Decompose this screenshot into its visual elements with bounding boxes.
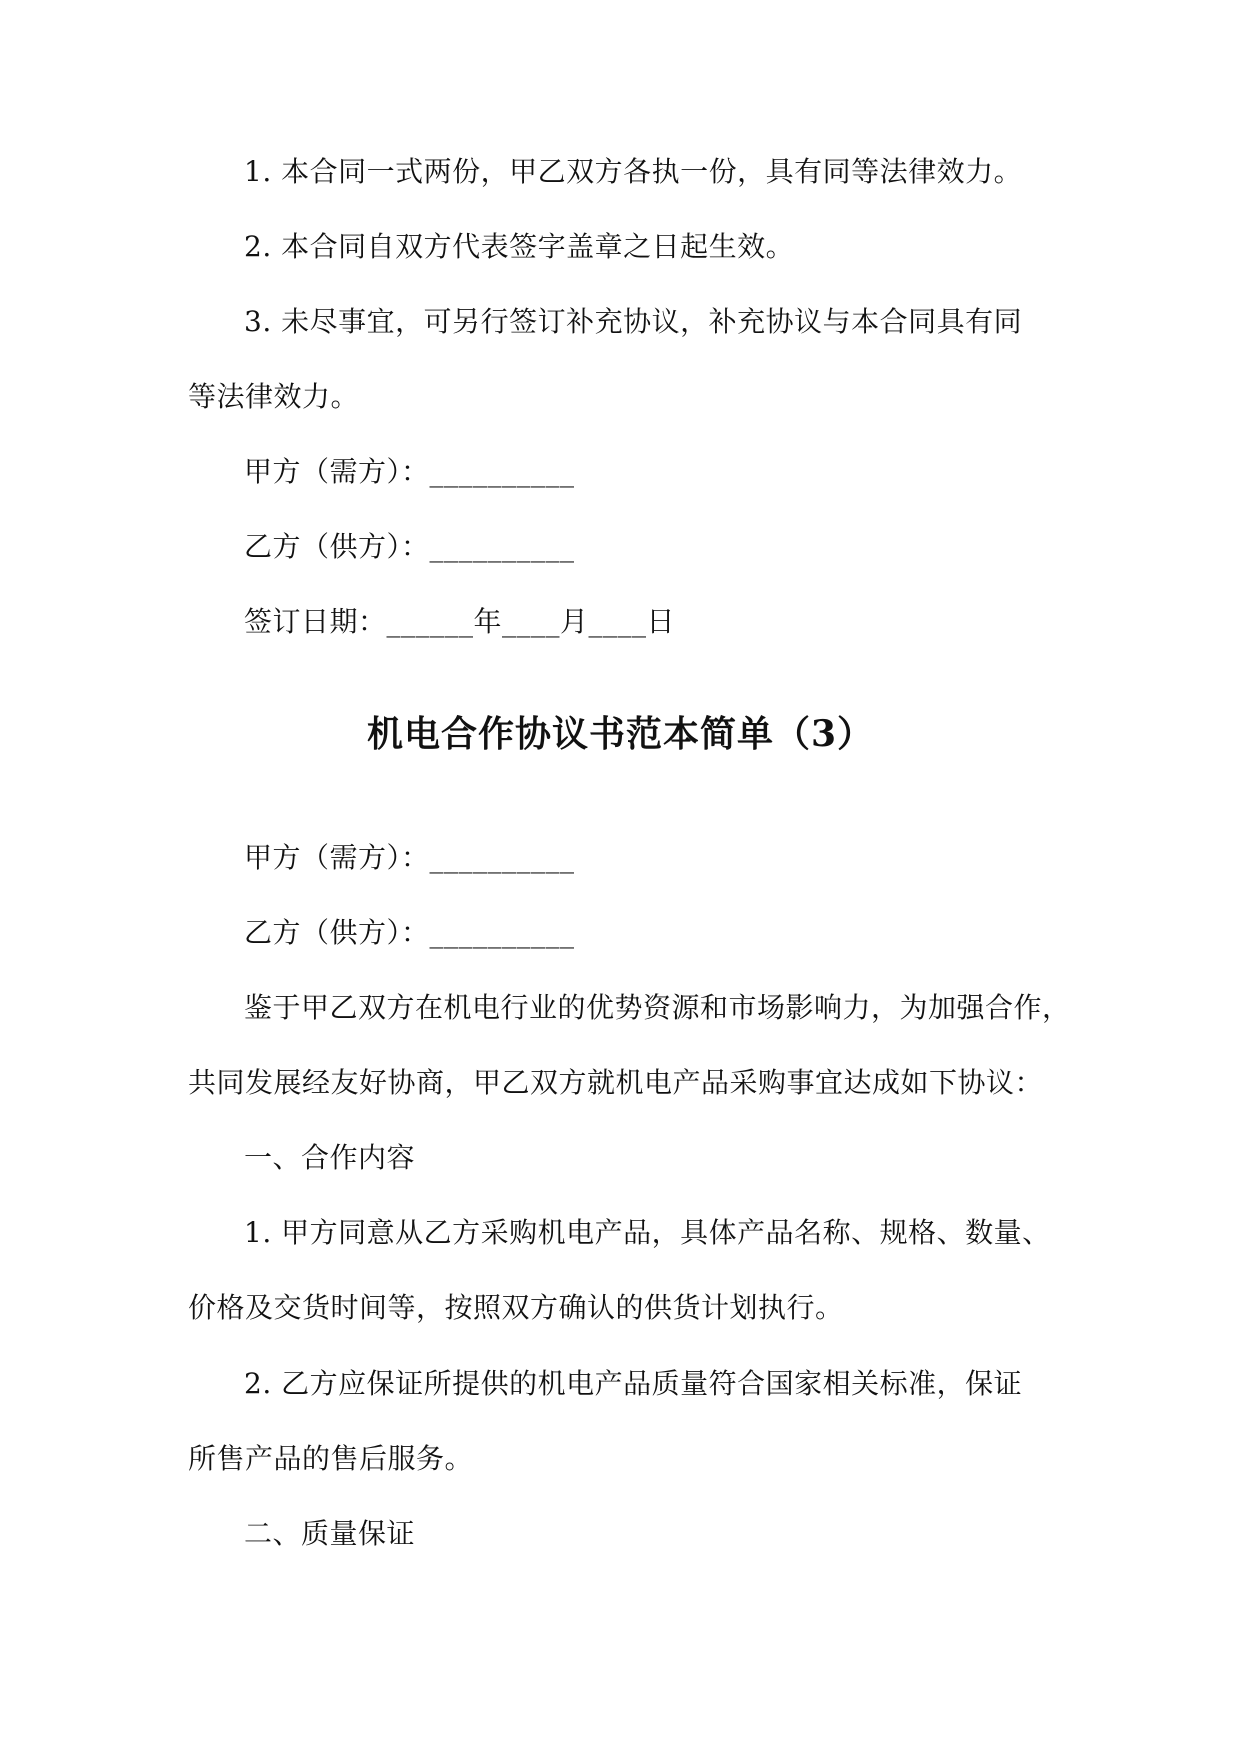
preamble-line-2: 共同发展经友好协商，甲乙双方就机电产品采购事宜达成如下协议：: [188, 1066, 1044, 1099]
section-heading-1: 一、合作内容: [244, 1141, 416, 1174]
party-a-line: 甲方（需方）：__________: [244, 841, 575, 874]
party-b-signature-line: 乙方（供方）：__________: [244, 530, 575, 563]
sign-date-line: 签订日期：______年____月____日: [244, 605, 676, 638]
clause-item-3-line-1: 3. 未尽事宜，可另行签订补充协议，补充协议与本合同具有同: [244, 305, 1023, 338]
cooperation-item-1-line-2: 价格及交货时间等，按照双方确认的供货计划执行。: [188, 1291, 844, 1324]
clause-item-3-line-2: 等法律效力。: [188, 380, 360, 413]
party-a-signature-line: 甲方（需方）：__________: [244, 455, 575, 488]
cooperation-item-1-line-1: 1. 甲方同意从乙方采购机电产品，具体产品名称、规格、数量、: [244, 1216, 1051, 1249]
document-title: 机电合作协议书范本简单（3）: [366, 713, 875, 755]
cooperation-item-2-line-2: 所售产品的售后服务。: [188, 1442, 474, 1475]
section-heading-2: 二、质量保证: [244, 1517, 416, 1550]
clause-item-2: 2. 本合同自双方代表签字盖章之日起生效。: [244, 230, 795, 263]
cooperation-item-2-line-1: 2. 乙方应保证所提供的机电产品质量符合国家相关标准，保证: [244, 1367, 1023, 1400]
preamble-line-1: 鉴于甲乙双方在机电行业的优势资源和市场影响力，为加强合作，: [244, 991, 1071, 1024]
party-b-line: 乙方（供方）：__________: [244, 916, 575, 949]
clause-item-1: 1. 本合同一式两份，甲乙双方各执一份，具有同等法律效力。: [244, 155, 1023, 188]
